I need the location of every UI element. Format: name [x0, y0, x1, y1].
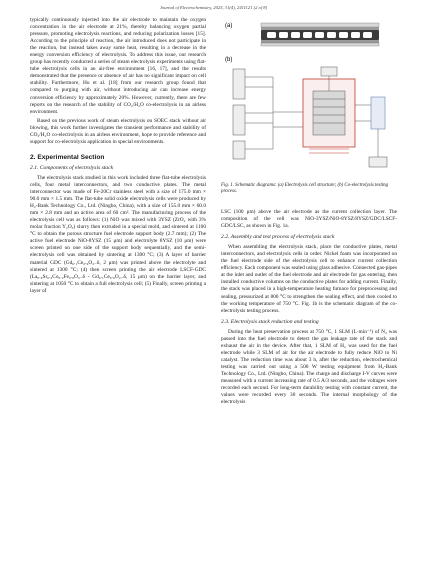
panel-a-label: (a)	[225, 23, 233, 29]
paragraph: When assembling the electrolysis stack, place the conductive plates, metal interconnectors, and electrolysis cells in order. Nickel foam was incorporated on the fuel electrode side of the electrolysis cell to enhance current collection efficiency. Each component was sealed using glass adhesive. Connected gas-pipes at the inlet and outlet of the fuel electrode and air electrode for gas entering, then installed conductive columns on the conductive plates for adding current. Finally, the stack was placed in a high-temperature heating furnace for preprocessing and sealing, pressurized at 800 °C to strengthen the sealing effect, and then cooled to the working temperature of 750 °C. Fig. 1b is the schematic diagram of the co-electrolysis testing process.	[221, 244, 397, 314]
left-column	[30, 17, 206, 297]
paragraph: The electrolysis stack studied in this work included three flat-tube electrolysis cells, four metal interconnectors, and two conductive plates. The metal interconnector was made of Fe-20Cr stainless steel with a size of 175.0 mm × 90.0 mm × 1.5 mm. The flat-tube solid oxide electrolysis cells were produced by H₂-Bank Technology Co., Ltd. (Ningbo, China), with a size of 155.0 mm × 60.0 mm × 2.8 mm and an active area of 60 cm². The manufacturing process of the electrolysis cell was as follows: (1) NiO was mixed with 3YSZ (ZrO₂ with 3% molar fraction Y₂O₃) slurry then extruded in a special mold, and sintered at 1100 °C to obtain the porous structure fuel electrode support body (2.7 mm); (2) The active fuel electrode NiO-8YSZ (15 μm) and electrolyte 8YSZ (10 μm) were screen printed on one side of the support body sequentially, and the semi-electrolysis cell was obtained by sintering at 1300 °C; (3) A layer of barrier material GDC (Gd₀.₁Ce₀.₉O₂₋δ, 2 μm) was printed above the electrolyte and sintered at 1300 °C; (4) then screen printing the air electrode LSCF-GDC (La₀.₆Sr₀.₄Co₀.₂Fe₀.₈O₃₋δ - Gd₀.₁Ce₀.₉O₂₋δ, 15 μm) on the barrier layer, and sintering at 1050 °C to obtain a full electrolysis cell; (5) Finally, screen printing a layer of	[30, 174, 206, 294]
right-column	[221, 209, 397, 408]
paragraph: During the heat preservation process at 750 °C, 1 SLM (L·min⁻¹) of N₂ was passed into the fuel electrode to detect the gas leakage rate of the stack and exhaust the air in the device. After that, 1 SLM of H₂ was used for the fuel electrode while 3 SLM of air for the air electrode to fully reduce NiO to Ni catalyst. The reduction time was about 3 h, after the reduction, electrochemical testing was carried out using a 500 W testing equipment from H₂-Bank Technology Co., Ltd. (Ningbo, China). The charge and discharge I-V curves were measured with a current increasing rate of 0.5 A/3 seconds, and the voltages were recorded each second. For long-term durability testing with constant current, the values were recorded every 30 seconds. The internal morphology of the electrolysis	[221, 328, 397, 406]
subsection-heading: 2.1. Components of electrolysis stack	[30, 164, 114, 171]
paragraph: Based on the previous work of steam electrolysis on SOEC stack without air blowing, this work further investigates the transient performance and stability of CO₂/H₂O co-electrolysis in an airless environment, hope to provide reference and support for co-electrolysis application in special environments.	[30, 117, 206, 145]
running-head: Journal of Electrochemistry, 2025, 31(4), 2411121 (2 of 8)	[159, 5, 268, 10]
section-heading: 2. Experimental Section	[30, 153, 105, 161]
paragraph: LSC (100 μm) above the air electrode as the current collection layer. The composition of the cell was NiO-3YSZ/NiO-8YSZ/8YSZ/GDC/LSCF-GDC/LSC, as shown in Fig. 1a.	[221, 209, 397, 230]
figure-caption: Fig. 1. Schematic diagrams: (a) Electrolysis cell structure; (b) Co-electrolysis testing process.	[221, 183, 389, 194]
figure-1-schematic	[221, 17, 397, 179]
electrolysis-cell-diagram	[261, 23, 379, 46]
paragraph: typically continuously injected into the air electrode to maintain the oxygen concentration in the air electrode at 21%, thereby balancing oxygen partial pressure, promoting electrolysis reactions, and reducing polarization losses [15]. According to the principle of reaction, the air introduced does not participate in the reaction, but instead takes away some heat, resulting in a decrease in the energy conversion efficiency of electrolysis. To address this issue, our research group has recently conducted a series of steam electrolysis experiments using flat-tube electrolysis cells in an air-free environment [16, 17], and the results demonstrated that the presence or absence of air has no significant impact on cell stability. Furthermore, Hu et al. [18] from our research group found that compared to purging with air, without introducing air can increase energy conversion efficiency by approximately 20%. However, currently, there are few reports on the research of the stability of CO₂/H₂O co-electrolysis in an airless environment.	[30, 17, 206, 115]
subsection-heading: 2.2. Assembly and test process of electrolysis stack	[221, 234, 335, 241]
figure-1	[221, 17, 397, 179]
panel-b-label: (b)	[225, 57, 233, 63]
subsection-heading: 2.3. Electrolysis stack reduction and testing	[221, 318, 319, 325]
testing-process-diagram	[233, 67, 387, 167]
